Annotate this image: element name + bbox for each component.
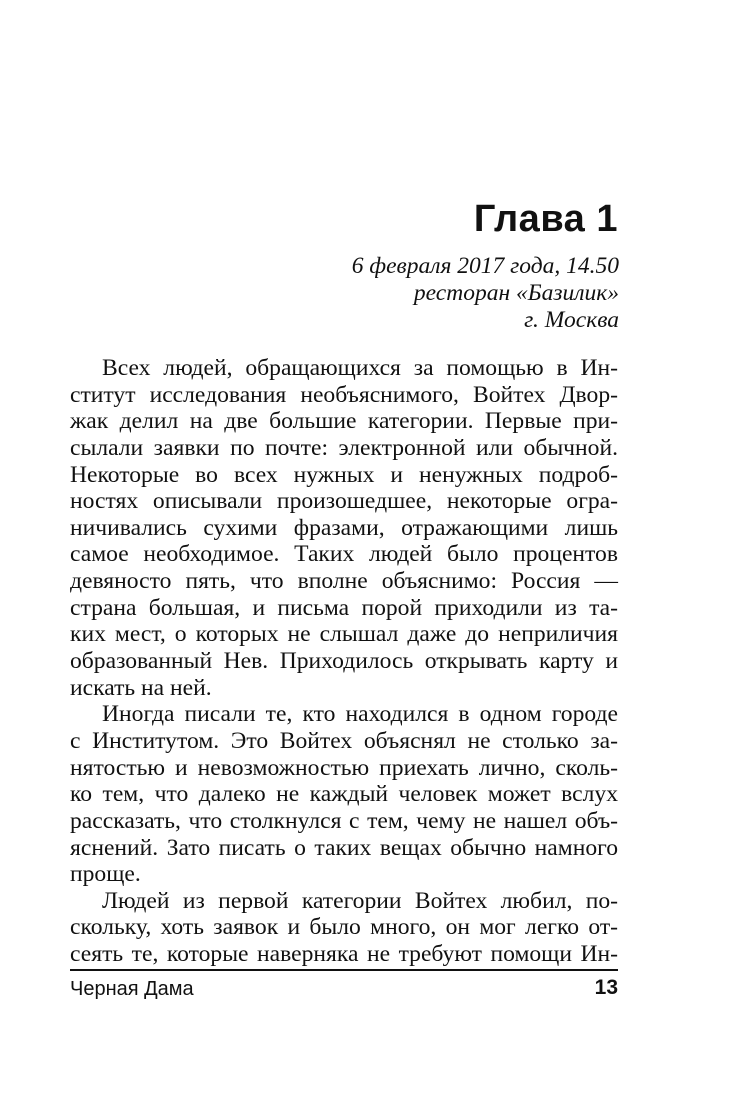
text-line: ститут исследования необъяснимого, Войтех Двор-: [70, 381, 618, 408]
text-line: рассказать, что столкнулся с тем, чему не нашел объ-: [70, 807, 618, 834]
text-line: ностях описывали произошедшее, некоторые огра-: [70, 488, 618, 515]
chapter-title: Глава 1: [473, 198, 618, 240]
text-line: Всех людей, обращающихся за помощью в Ин-: [102, 355, 618, 381]
paragraph: [70, 888, 618, 968]
text-line: образованный Нев. Приходилось открывать карту и: [70, 648, 618, 675]
text-line: девяносто пять, что вполне объяснимо: Россия —: [70, 568, 618, 595]
text-line: самое необходимое. Таких людей было процентов: [70, 541, 618, 568]
text-line: жак делил на две большие категории. Первые при-: [70, 408, 618, 435]
text-line: Некоторые во всех нужных и ненужных подроб-: [70, 461, 618, 488]
paragraph: [70, 701, 618, 887]
text-line: скольку, хоть заявок и было много, он мог легко от-: [70, 914, 618, 941]
epigraph-city: г. Москва: [524, 307, 619, 333]
text-line: проще.: [70, 861, 141, 888]
text-line: яснений. Зато писать о таких вещах обычно намного: [70, 834, 618, 861]
running-footer-title: Черная Дама: [70, 978, 194, 1000]
text-line: ких мест, о которых не слышал даже до неприличия: [70, 621, 618, 648]
text-line: искать на ней.: [70, 674, 212, 701]
text-line: ничивались сухими фразами, отражающими лишь: [70, 514, 618, 541]
text-line: страна большая, и письма порой приходили из та-: [70, 594, 618, 621]
text-line: нятостью и невозможностью приехать лично, сколь-: [70, 754, 618, 781]
body-text: [70, 355, 618, 968]
footer-divider: [70, 969, 618, 971]
text-line: с Институтом. Это Войтех объяснял не столько за-: [70, 727, 618, 754]
text-line: ко тем, что далеко не каждый человек может вслух: [70, 781, 618, 808]
text-line: Иногда писали те, кто находился в одном городе: [102, 701, 618, 728]
chapter-epigraph: [98, 253, 619, 334]
epigraph-date: 6 февраля 2017 года, 14.50: [351, 253, 619, 279]
page-number: 13: [594, 976, 618, 999]
paragraph: [70, 355, 618, 701]
text-line: сылали заявки по почте: электронной или обычной.: [70, 434, 618, 461]
epigraph-place: ресторан «Базилик»: [413, 280, 619, 306]
text-line: сеять те, которые наверняка не требуют помощи Ин-: [70, 941, 618, 968]
text-line: Людей из первой категории Войтех любил, по-: [102, 887, 618, 914]
